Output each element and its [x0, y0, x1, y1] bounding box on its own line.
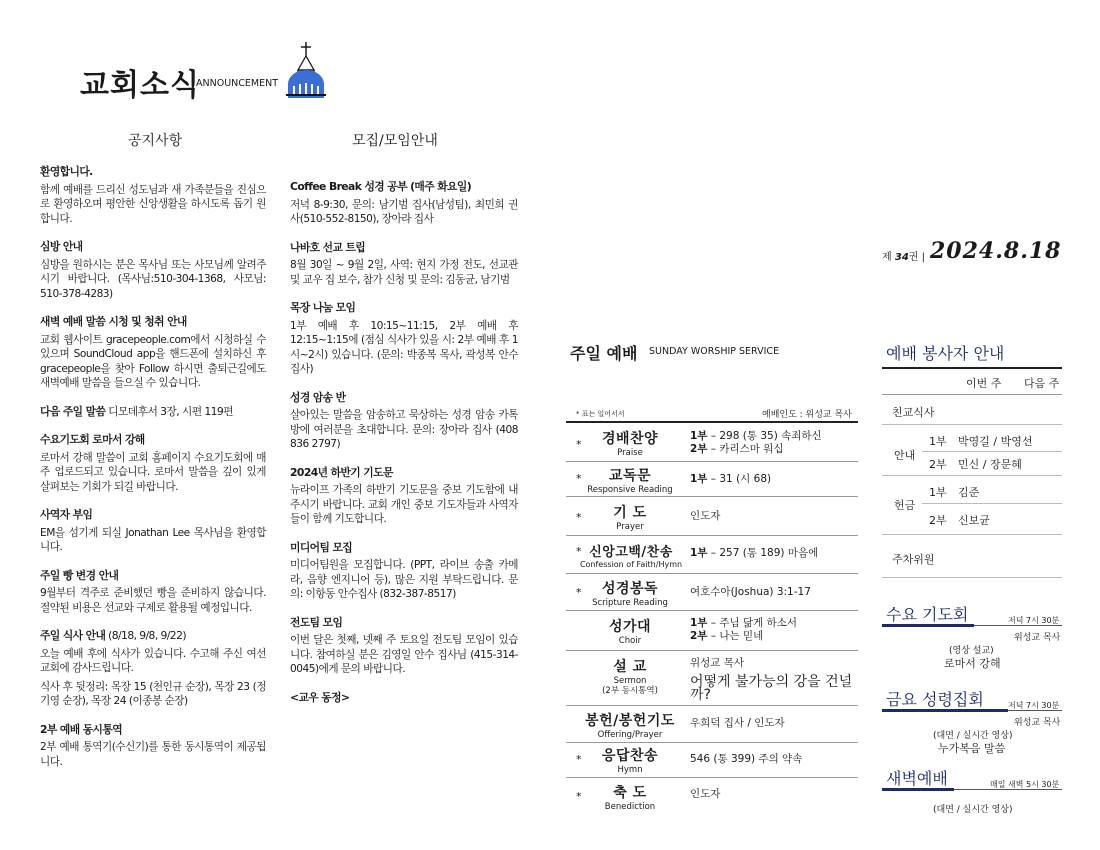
recruit-column: [290, 180, 518, 719]
worship-row-confession: [566, 536, 858, 574]
wednesday-speaker: 위성교 목사: [1014, 633, 1061, 643]
notice-item: [40, 405, 266, 420]
worship-item-name: 성가대 Choir: [608, 619, 652, 646]
offering-2-label: 2부: [929, 514, 947, 527]
recruit-title: 나바호 선교 트립: [290, 240, 366, 254]
divider: [974, 625, 1062, 626]
worship-item-name: 응답찬송 Hymn: [601, 748, 659, 775]
recruit-title: 2024년 하반기 기도문: [290, 465, 393, 479]
worship-row-reading: [566, 462, 858, 497]
title-underline: [882, 624, 974, 627]
friday-mode: (대면 / 실시간 영상): [933, 731, 1013, 741]
stand-marker: *: [576, 545, 582, 558]
recruit-body: 8월 30일 ~ 9월 2일, 사역: 현지 가정 전도, 선교관 및 교우 집 보수, 참가 신청 및 문의: 김동균, 남기범: [290, 259, 518, 286]
divider: [1008, 710, 1062, 711]
recruit-item: [290, 180, 518, 227]
recruit-body: 1부 예배 후 10:15~11:15, 2부 예배 후 12:15~1:15에 (점심 식사가 있을 시: 2부 예배 후 1시~2시) 있습니다. (문의: 박종복 목사, 곽성복 안수집사): [290, 319, 518, 375]
divider: [882, 394, 1062, 395]
recruit-title: 전도팀 모임: [290, 615, 343, 629]
notices-column: [40, 165, 266, 783]
wednesday-mode: (영상 설교): [949, 646, 994, 656]
worship-row-scripture: [566, 574, 858, 611]
divider: [882, 534, 1062, 535]
title-underline: [882, 709, 1008, 712]
friday-topic: 누가복음 말씀: [938, 742, 1006, 755]
usher-1-names: 박영길 / 박영선: [958, 435, 1033, 448]
recruit-title: 성경 암송 반: [290, 390, 346, 404]
worship-item-content: 인도자: [690, 510, 721, 522]
friday-speaker: 위성교 목사: [1014, 718, 1061, 728]
recruit-title: 미디어팀 모집: [290, 540, 353, 554]
worship-item-name: 경배찬양 Praise: [601, 431, 659, 458]
notice-item: [40, 629, 266, 709]
parking-label: 주차위원: [892, 553, 935, 566]
friday-service-title: 금요 성령집회: [886, 690, 984, 709]
usher-1-label: 1부: [929, 435, 947, 448]
notice-item: [40, 433, 266, 494]
worship-item-name: 기 도 Prayer: [613, 505, 647, 532]
stand-marker: *: [576, 586, 582, 599]
recruit-body: 저녁 8-9:30, 문의: 남기범 집사(남성팀), 최민희 권사(510-552-8150), 장아라 집사: [290, 198, 518, 225]
offering-1-label: 1부: [929, 486, 947, 499]
church-icon: [284, 42, 328, 98]
dawn-mode: (대면 / 실시간 영상): [933, 805, 1013, 815]
recruit-item: [290, 616, 518, 677]
friday-time: 저녁 7시 30분: [1008, 701, 1060, 710]
worship-item-content: 위성교 목사 어떻게 불가능의 강을 건널까?: [690, 657, 858, 702]
worship-item-content: 1부 – 298 (통 35) 속죄하신 2부 – 카리스마 워십: [690, 430, 822, 455]
stand-marker: *: [576, 472, 582, 485]
recruit-body: 미디어팀원을 모집합니다. (PPT, 라이브 송출 카메라, 음향 엔지니어 등), 많은 지원 부탁드립니다. 문의: 이항동 안수집사 (832-387-8517): [290, 559, 518, 600]
worship-title: 주일 예배: [570, 344, 638, 363]
notice-body: 교회 웹사이트 gracepeople.com에서 시청하실 수 있으며 SoundCloud app을 핸드폰에 설치하신 후 gracepeople을 찾아 Follow 하시면 출퇴근길에도 새벽예배 말씀을 들으실 수 있습니다.: [40, 333, 266, 389]
worship-title-en: SUNDAY WORSHIP SERVICE: [649, 346, 780, 357]
worship-item-content: 우희덕 집사 / 인도자: [690, 717, 785, 729]
notice-title: 환영합니다.: [40, 165, 93, 178]
stand-marker: *: [576, 511, 582, 524]
recruit-item: [290, 241, 518, 288]
page-title-en: ANNOUNCEMENT: [196, 78, 278, 89]
dawn-time: 매일 새벽 5시 30분: [990, 780, 1060, 789]
recruit-item: [290, 466, 518, 527]
notice-item: [40, 240, 266, 301]
recruit-heading: 모집/모임안내: [352, 133, 438, 149]
stand-marker: *: [576, 438, 582, 451]
recruit-title: Coffee Break 성경 공부 (매주 화요일): [290, 180, 472, 193]
divider: [922, 503, 1062, 504]
notice-title: 새벽 예배 말씀 시청 및 청취 안내: [40, 315, 187, 328]
wednesday-topic: 로마서 강해: [944, 657, 1001, 670]
notice-body: 9월부터 격주로 준비했던 빵을 준비하지 않습니다. 절약된 비용은 선교와 구제로 활용될 예정입니다.: [40, 587, 266, 614]
greeting-label: 친교식사: [892, 406, 935, 419]
usher-2-label: 2부: [929, 458, 947, 471]
worship-row-praise: [566, 423, 858, 462]
offering-label: 헌금: [894, 499, 916, 512]
worship-row-benediction: [566, 778, 858, 814]
worship-item-content: 1부 – 주님 닮게 하소서 2부 – 나는 믿네: [690, 617, 798, 642]
worship-item-name: 봉헌/봉헌기도 Offering/Prayer: [585, 713, 675, 740]
worship-item-name: 축 도 Benediction: [604, 785, 656, 812]
offering-2-names: 신보균: [958, 514, 990, 527]
this-week-header: 이번 주: [966, 377, 1002, 390]
notice-body: 심방을 원하시는 분은 목사님 또는 사모님께 알려주시기 바랍니다. (목사님:510-304-1368, 사모님: 510-378-4283): [40, 258, 266, 300]
notices-heading: 공지사항: [128, 133, 183, 149]
page-title: 교회소식: [80, 68, 200, 103]
notice-sub: 식사 후 뒷정리: 목장 15 (천인규 순장), 목장 23 (정기영 순장), 목장 24 (이종봉 순장): [40, 680, 266, 707]
issue-date: 2024.8.18: [930, 238, 1062, 264]
wednesday-time: 저녁 7시 30분: [1008, 616, 1060, 625]
next-week-header: 다음 주: [1024, 377, 1060, 390]
volume-label: 제 34권 |: [882, 252, 925, 263]
worship-item-name: 설 교 Sermon (2부 동시통역): [602, 659, 658, 696]
worship-item-content: 1부 – 31 (시 68): [690, 473, 772, 485]
worship-item-content: 1부 – 257 (통 189) 마음에: [690, 547, 819, 559]
notice-body: 로마서 강해 말씀이 교회 홈페이지 수요기도회에 매주 업로드되고 있습니다. 로마서 말씀을 깊이 있게 살펴보는 기회가 되길 바랍니다.: [40, 451, 266, 493]
notice-title: 수요기도회 로마서 강해: [40, 433, 145, 446]
usher-2-names: 민신 / 장문혜: [958, 458, 1022, 471]
worship-item-content: 인도자: [690, 788, 721, 800]
notice-body: 오늘 예배 후에 식사가 있습니다. 수고해 주신 여선교회에 감사드립니다.: [40, 647, 266, 674]
notice-body: EM을 섬기게 되실 Jonathan Lee 목사님을 환영합니다.: [40, 526, 266, 553]
recruit-item: [290, 691, 518, 706]
worship-row-choir: [566, 611, 858, 651]
recruit-title: <교우 동정>: [290, 690, 350, 704]
notice-body: 2부 예배 통역기(수신기)를 통한 동시통역이 제공됩니다.: [40, 741, 266, 768]
recruit-title: 목장 나눔 모임: [290, 301, 356, 314]
worship-item-content: 여호수아(Joshua) 3:1-17: [690, 586, 811, 598]
divider: [922, 451, 1062, 452]
wednesday-prayer-title: 수요 기도회: [886, 605, 969, 624]
divider: [882, 475, 1062, 476]
worship-row-sermon: [566, 651, 858, 706]
offering-1-names: 김준: [958, 486, 980, 499]
notice-title: 2부 예배 동시통역: [40, 722, 123, 736]
dawn-service-title: 새벽예배: [886, 769, 948, 788]
notice-item: [40, 315, 266, 391]
divider: [882, 577, 1062, 578]
notice-title: 사역자 부임: [40, 508, 93, 521]
worship-item-name: 성경봉독 Scripture Reading: [592, 581, 668, 608]
worship-row-prayer: [566, 497, 858, 536]
notice-body: 함께 예배를 드리신 성도님과 새 가족분들을 진심으로 환영하오며 평안한 신앙생활을 하시도록 돕기 원합니다.: [40, 183, 266, 225]
notice-item: [40, 508, 266, 555]
worship-row-hymn: [566, 743, 858, 778]
notice-title-inline: 주일 식사 안내 (8/18, 9/8, 9/22): [40, 629, 186, 642]
worship-item-name: 교독문 Responsive Reading: [587, 468, 673, 495]
recruit-body: 뉴라이프 가족의 하반기 기도문을 중보 기도함에 내주시기 바랍니다. 교회 개인 중보 기도자들과 사역자들이 함께 기도합니다.: [290, 484, 518, 525]
notice-title: 심방 안내: [40, 240, 83, 253]
notice-title: 주일 빵 변경 안내: [40, 568, 119, 582]
stand-marker: *: [576, 753, 582, 766]
recruit-item: [290, 301, 518, 377]
worship-row-offering: [566, 706, 858, 743]
worship-item-content: 546 (통 399) 주의 약속: [690, 753, 803, 765]
usher-label: 안내: [894, 449, 916, 462]
recruit-item: [290, 391, 518, 452]
recruit-body: 이번 달은 첫째, 넷째 주 토요일 전도팀 모임이 있습니다. 참여하실 분은 김영일 안수 집사님 (415-314-0045)에게 문의 바랍니다.: [290, 634, 518, 675]
stand-marker: *: [576, 790, 582, 803]
title-underline: [882, 788, 954, 791]
worship-leader: 예배인도 : 위성교 목사: [762, 410, 852, 420]
divider: [882, 367, 1062, 369]
recruit-body: 살아있는 말씀을 암송하고 묵상하는 성경 암송 카톡방에 여러분을 초대합니다. 문의: 장아라 집사 (408 836 2797): [290, 409, 518, 450]
notice-item: [40, 165, 266, 226]
sermon-title: 어떻게 불가능의 강을 건널까?: [690, 674, 853, 703]
notice-item: [40, 723, 266, 770]
recruit-item: [290, 541, 518, 602]
volunteers-title: 예배 봉사자 안내: [886, 344, 1005, 363]
notice-item: [40, 569, 266, 616]
divider: [882, 424, 1062, 425]
standing-note: * 표는 일어서서: [576, 410, 625, 418]
notice-title-inline: 다음 주일 말씀 디모데후서 3장, 시편 119편: [40, 404, 234, 418]
worship-item-name: 신앙고백/찬송 Confession of Faith/Hymn: [579, 545, 683, 569]
divider: [954, 789, 1062, 790]
